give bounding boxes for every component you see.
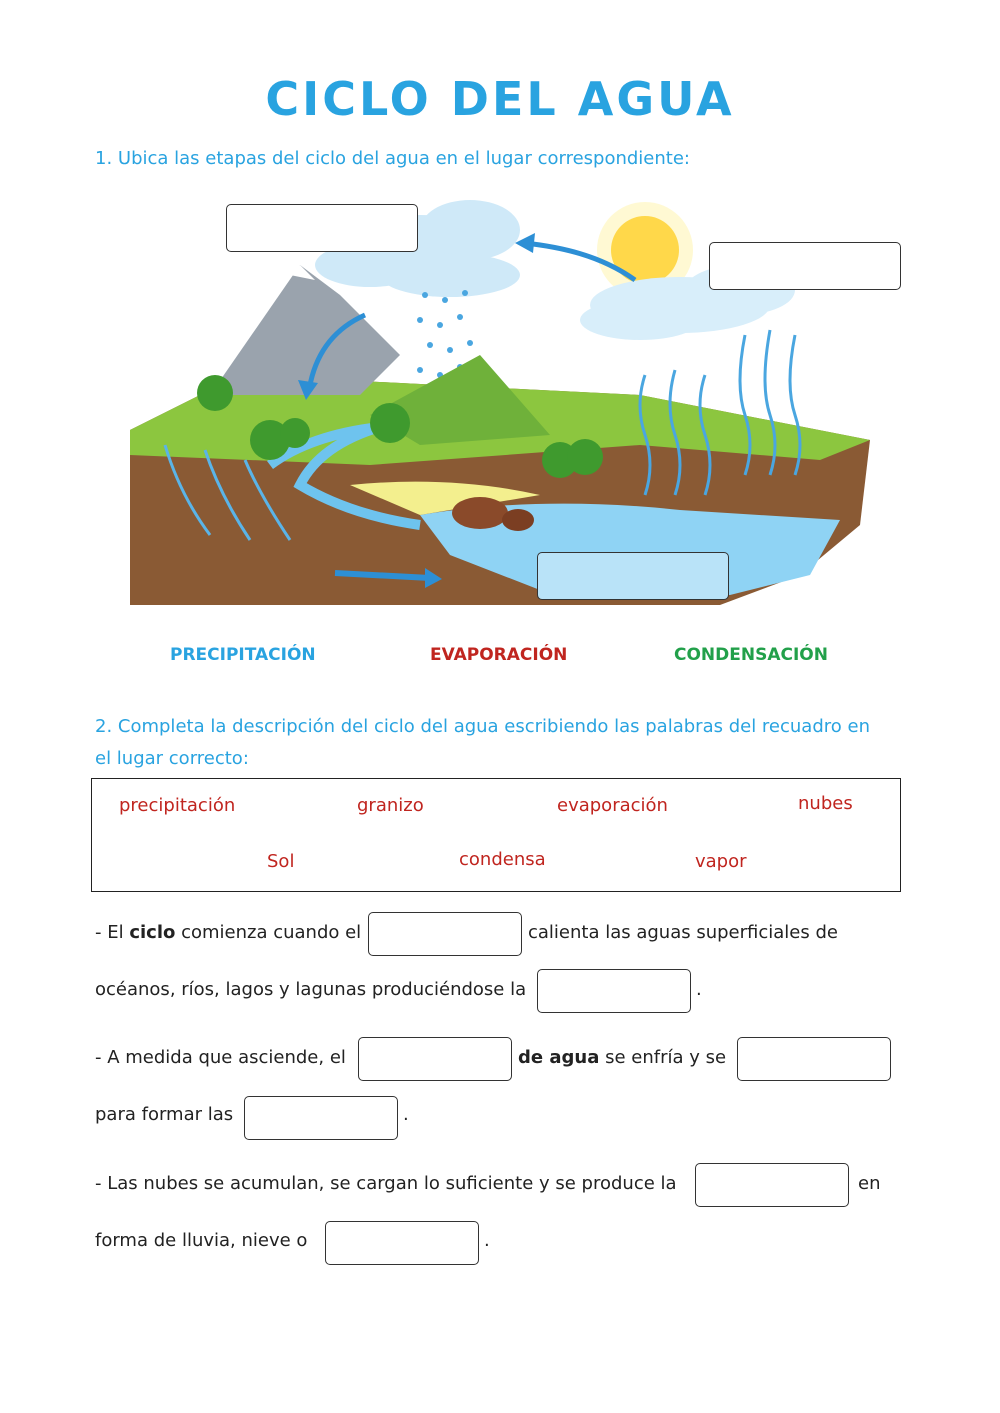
blank-precipitacion[interactable] [695, 1163, 849, 1207]
word-sol[interactable]: Sol [267, 851, 295, 872]
word-bank [91, 778, 901, 892]
blank-sol[interactable] [368, 912, 522, 956]
sentence-3-start: - Las nubes se acumulan, se cargan lo suficiente y se produce la [95, 1173, 677, 1194]
stage-label-precipitation[interactable]: PRECIPITACIÓN [170, 645, 316, 665]
answer-box-precipitation[interactable] [226, 204, 418, 252]
answer-box-condensation[interactable] [709, 242, 901, 290]
word-nubes[interactable]: nubes [798, 793, 853, 814]
sentence-2-end: . [403, 1104, 409, 1125]
sentence-2-line-2: para formar las [95, 1104, 234, 1125]
stage-label-condensation[interactable]: CONDENSACIÓN [674, 645, 828, 665]
sentence-3-middle: en [858, 1173, 881, 1194]
blank-granizo[interactable] [325, 1221, 479, 1265]
sentence-1-end: . [696, 979, 702, 1000]
sentence-2-start: - A medida que asciende, el [95, 1047, 346, 1068]
blank-condensa[interactable] [737, 1037, 891, 1081]
sentence-2-middle: de agua se enfría y se [518, 1047, 727, 1068]
page-title: CICLO DEL AGUA [265, 72, 735, 126]
question-1: 1. Ubica las etapas del ciclo del agua en el lugar correspondiente: [95, 148, 690, 169]
sentence-1-start: - El ciclo comienza cuando el [95, 922, 362, 943]
stage-label-evaporation[interactable]: EVAPORACIÓN [430, 645, 568, 665]
word-precipitacion[interactable]: precipitación [119, 795, 236, 816]
answer-box-evaporation[interactable] [537, 552, 729, 600]
blank-nubes[interactable] [244, 1096, 398, 1140]
sentence-1-middle: calienta las aguas superficiales de [528, 922, 838, 943]
question-2-line-1: 2. Completa la descripción del ciclo del agua escribiendo las palabras del recuadro en [95, 716, 870, 737]
word-vapor[interactable]: vapor [695, 851, 747, 872]
sentence-3-end: . [484, 1230, 490, 1251]
word-granizo[interactable]: granizo [357, 795, 424, 816]
question-2-line-2: el lugar correcto: [95, 748, 249, 769]
word-evaporacion[interactable]: evaporación [557, 795, 668, 816]
blank-evaporacion[interactable] [537, 969, 691, 1013]
sentence-1-line-2: océanos, ríos, lagos y lagunas produciéndose la [95, 979, 527, 1000]
blank-vapor[interactable] [358, 1037, 512, 1081]
word-condensa[interactable]: condensa [459, 849, 546, 870]
sentence-3-line-2: forma de lluvia, nieve o [95, 1230, 308, 1251]
